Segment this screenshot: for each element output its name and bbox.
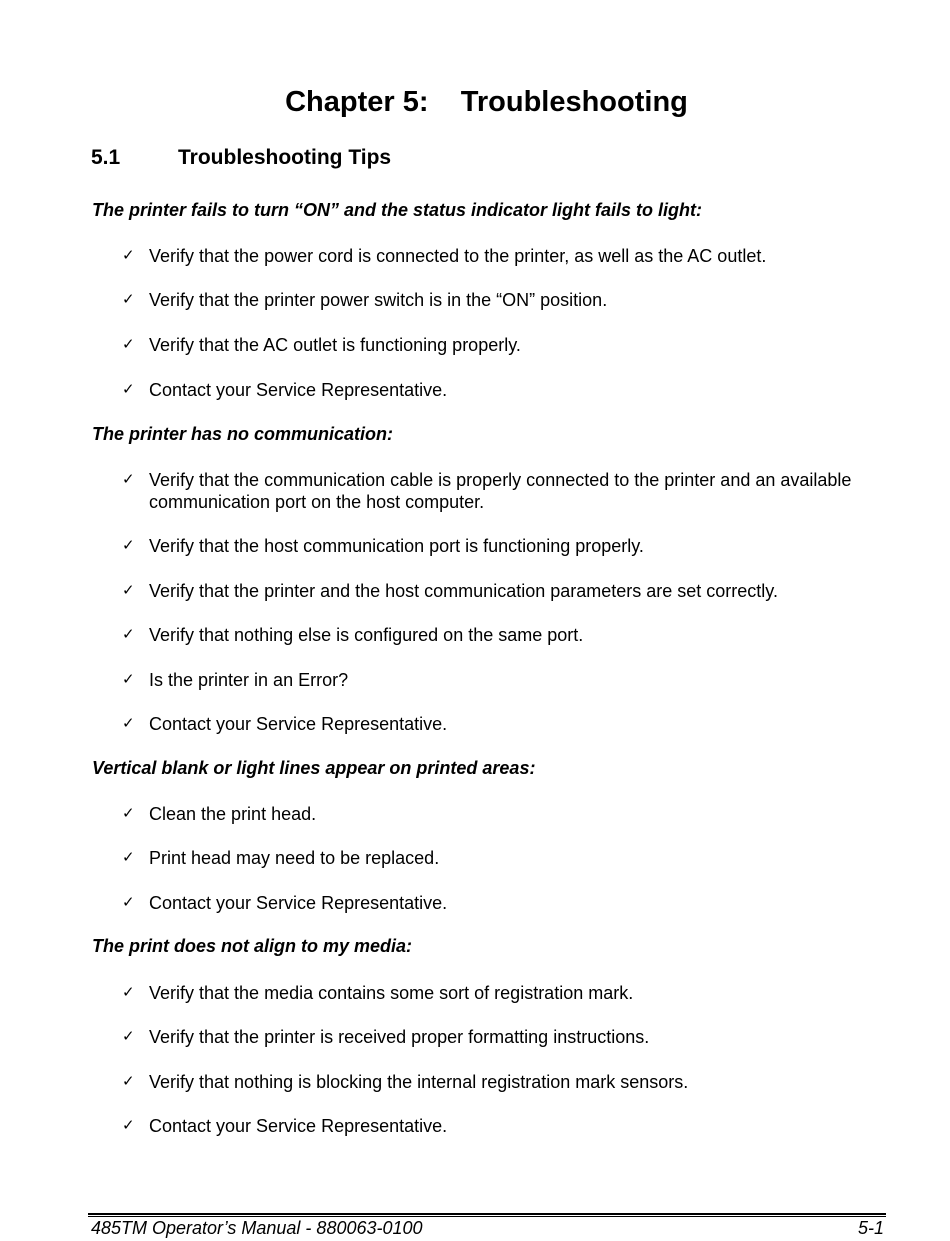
group-heading-alignment: The print does not align to my media: [92, 936, 413, 956]
checkmark-icon: ✓ [122, 581, 135, 599]
footer-page-number: 5-1 [857, 1218, 884, 1238]
section-heading [91, 146, 391, 170]
section-number: 5.1 [91, 146, 121, 169]
checkmark-icon: ✓ [122, 536, 135, 554]
checkmark-icon: ✓ [122, 290, 135, 308]
checkmark-icon: ✓ [122, 714, 135, 732]
list-item [122, 334, 852, 356]
list-item [122, 1115, 852, 1137]
checkmark-icon: ✓ [122, 625, 135, 643]
list-item-text: Is the printer in an Error? [149, 670, 349, 690]
checkmark-icon: ✓ [122, 848, 135, 866]
list-item-text: Verify that the printer and the host communication parameters are set correctly. [149, 581, 778, 601]
list-item [122, 289, 852, 311]
list-item [122, 624, 852, 646]
list-item-text: Print head may need to be replaced. [149, 848, 440, 868]
section-title: Troubleshooting Tips [178, 146, 392, 169]
list-item [122, 803, 852, 825]
checkmark-icon: ✓ [122, 380, 135, 398]
list-item-text: Contact your Service Representative. [149, 714, 448, 734]
list-item-text: Verify that the communication cable is properly connected to the printer and an available communication port on the host computer. [149, 470, 852, 512]
checkmark-icon: ✓ [122, 983, 135, 1001]
footer-divider [88, 1213, 886, 1217]
group-heading-communication: The printer has no communication: [92, 424, 394, 444]
list-item-text: Verify that the printer is received proper formatting instructions. [149, 1027, 650, 1047]
list-item-text: Contact your Service Representative. [149, 893, 448, 913]
checkmark-icon: ✓ [122, 470, 135, 488]
list-item-text: Contact your Service Representative. [149, 1116, 448, 1136]
list-item-text: Verify that nothing is blocking the internal registration mark sensors. [149, 1072, 689, 1092]
list-item-text: Verify that the host communication port is functioning properly. [149, 536, 644, 556]
checkmark-icon: ✓ [122, 246, 135, 264]
list-item-text: Clean the print head. [149, 804, 317, 824]
checkmark-icon: ✓ [122, 1027, 135, 1045]
list-item [122, 847, 852, 869]
checkmark-icon: ✓ [122, 670, 135, 688]
group-heading-power: The printer fails to turn “ON” and the status indicator light fails to light: [92, 200, 703, 220]
list-item-text: Verify that the AC outlet is functioning properly. [149, 335, 521, 355]
list-item [122, 535, 852, 557]
footer-manual-title: 485TM Operator’s Manual - 880063-0100 [91, 1218, 423, 1238]
list-item-text: Verify that nothing else is configured on the same port. [149, 625, 584, 645]
list-item-text: Verify that the media contains some sort of registration mark. [149, 983, 634, 1003]
list-item [122, 892, 852, 914]
checkmark-icon: ✓ [122, 1116, 135, 1134]
list-item-text: Contact your Service Representative. [149, 380, 448, 400]
list-item [122, 982, 852, 1004]
list-item-text: Verify that the power cord is connected to the printer, as well as the AC outlet. [149, 246, 767, 266]
list-item [122, 1071, 852, 1093]
chapter-title: Chapter 5: Troubleshooting [285, 86, 688, 118]
list-item [122, 469, 852, 513]
checkmark-icon: ✓ [122, 804, 135, 822]
checkmark-icon: ✓ [122, 335, 135, 353]
list-item [122, 245, 852, 267]
list-item-text: Verify that the printer power switch is in the “ON” position. [149, 290, 608, 310]
list-item [122, 669, 852, 691]
checkmark-icon: ✓ [122, 893, 135, 911]
list-item [122, 713, 852, 735]
checkmark-icon: ✓ [122, 1072, 135, 1090]
list-item [122, 379, 852, 401]
group-heading-vertical-lines: Vertical blank or light lines appear on printed areas: [92, 758, 536, 778]
list-item [122, 1026, 852, 1048]
list-item [122, 580, 852, 602]
